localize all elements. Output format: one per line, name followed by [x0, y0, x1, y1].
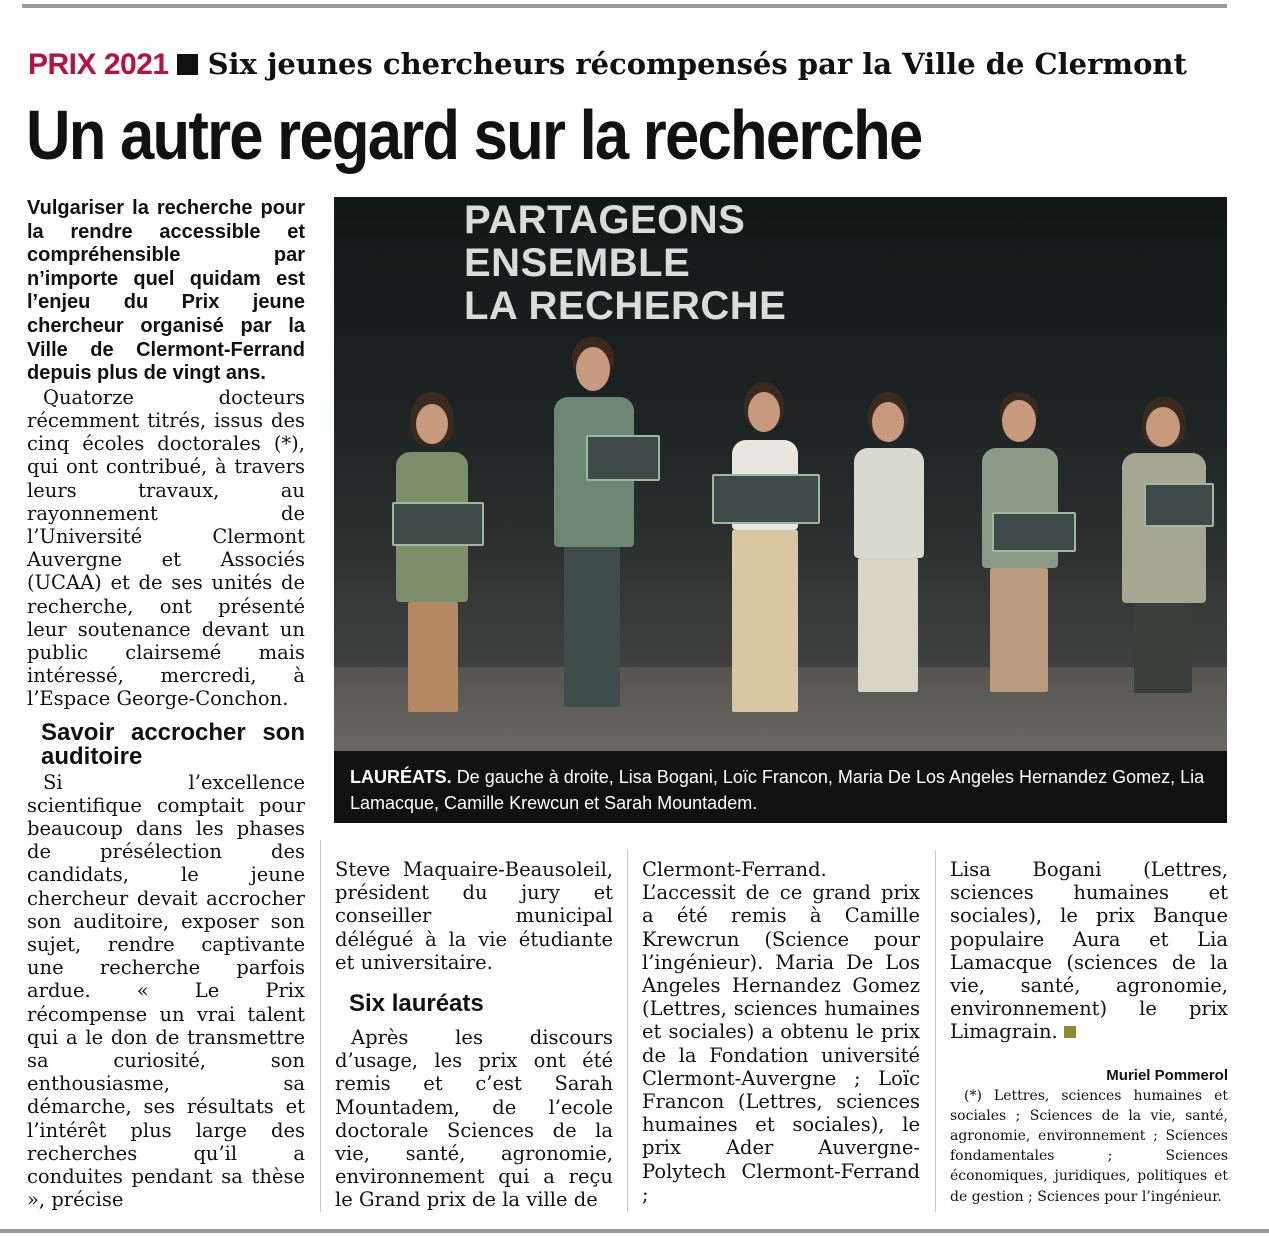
column-4: [950, 858, 1228, 1207]
body-paragraph-5: Clermont-Ferrand. L’accessit de ce grand prix a été remis à Camille Krewcrun (Science pour l’ingénieur). Maria De Los Angeles Hernandez Gomez (Lettres, sciences humaines et sociales) a obtenu le prix de la Fondation université Clermont-Auvergne ; Loïc Francon (Lettres, sciences humaines et sociales), le prix Ader Auvergne-Polytech Clermont-Ferrand ;: [642, 858, 920, 1206]
headline: Un autre regard sur la recherche: [26, 96, 922, 174]
caption-label: LAURÉATS.: [350, 767, 452, 787]
body-paragraph-2: Si l’excellence scientifique comptait pour beaucoup dans les phases de présélection des candidats, le jeune chercheur devait accrocher son auditoire, exposer son sujet, rendre captivante une recherche parfois ardue. « Le Prix récompense un vrai talent qui a le don de transmettre sa curiosité, son enthousiasme, sa démarche, ses résultats et l’intérêt plus large des recherches qu’il a conduites pendant sa thèse », précise: [27, 770, 305, 1212]
byline: Muriel Pommerol: [1106, 1066, 1228, 1084]
top-rule: [22, 4, 1227, 8]
screen-line-1: PARTAGEONS: [464, 198, 746, 242]
person-6: [1104, 397, 1224, 697]
body-paragraph-1: Quatorze docteurs récemment titrés, issus des cinq écoles doctorales (*), qui ont contribué, à travers leurs travaux, au rayonnement de l’Université Clermont Auvergne et Associés (UCAA) et de ses unités de recherche, ont présenté leur soutenance devant un public clairsemé mais intéressé, mercredi, à l’Espace George-Conchon.: [27, 385, 305, 711]
screen-line-3: LA RECHERCHE: [464, 284, 787, 328]
bottom-rule: [0, 1229, 1269, 1233]
caption-text: De gauche à droite, Lisa Bogani, Loïc Francon, Maria De Los Angeles Hernandez Gomez, Lia Lamacque, Camille Krewcun et Sarah Mountadem.: [350, 767, 1205, 813]
column-2: [335, 858, 613, 1212]
person-3: [704, 382, 824, 712]
person-4: [834, 392, 944, 702]
kicker-label: PRIX 2021: [28, 48, 169, 81]
subheading-laureats: Six lauréats: [349, 990, 484, 1018]
square-bullet-icon: [177, 54, 198, 75]
body-paragraph-6: [950, 858, 1228, 1044]
photo-caption: [334, 751, 1227, 823]
body-paragraph-6-text: Lisa Bogani (Lettres, sciences humaines et sociales), le prix Banque populaire Aura et Lia Lamacque (sciences de la vie, santé, agronomie, environnement) le prix Limagrain.: [950, 858, 1228, 1044]
end-mark-icon: [1064, 1026, 1076, 1038]
person-2: [534, 337, 654, 717]
body-paragraph-3: Steve Maquaire-Beausoleil, président du jury et conseiller municipal délégué à la vie étudiante et universitaire.: [335, 858, 613, 974]
footnote: (*) Lettres, sciences humaines et sociales ; Sciences de la vie, santé, agronomie, environnement ; Sciences fondamentales ; Sciences économiques, juridiques, politiques et de gestion ; Sciences pour l’ingénieur.: [950, 1087, 1228, 1205]
column-rule-1: [320, 840, 321, 1212]
lead-paragraph: Vulgariser la recherche pour la rendre accessible et compréhensible par n’importe quel quidam est l’enjeu du Prix jeune chercheur organisé par la Ville de Clermont-Ferrand depuis plus de vingt ans.: [27, 197, 305, 385]
screen-slogan: [464, 199, 786, 328]
screen-line-2: ENSEMBLE: [464, 241, 691, 285]
column-rule-2: [627, 850, 628, 1212]
subheading-auditoire: Savoir accrocher son auditoire: [41, 718, 305, 770]
person-5: [964, 392, 1074, 702]
person-1: [374, 392, 484, 712]
column-rule-3: [935, 850, 936, 1212]
kicker: [28, 44, 1187, 84]
body-paragraph-4: Après les discours d’usage, les prix ont été remis et c’est Sarah Mountadem, de l’ecole doctorale Sciences de la vie, santé, agronomie, environnement qui a reçu le Grand prix de la ville de: [335, 1026, 613, 1212]
kicker-text: Six jeunes chercheurs récompensés par la Ville de Clermont: [207, 47, 1187, 81]
column-1: [27, 197, 305, 1211]
photo-laureates: [334, 197, 1227, 751]
column-3: [642, 858, 920, 1206]
